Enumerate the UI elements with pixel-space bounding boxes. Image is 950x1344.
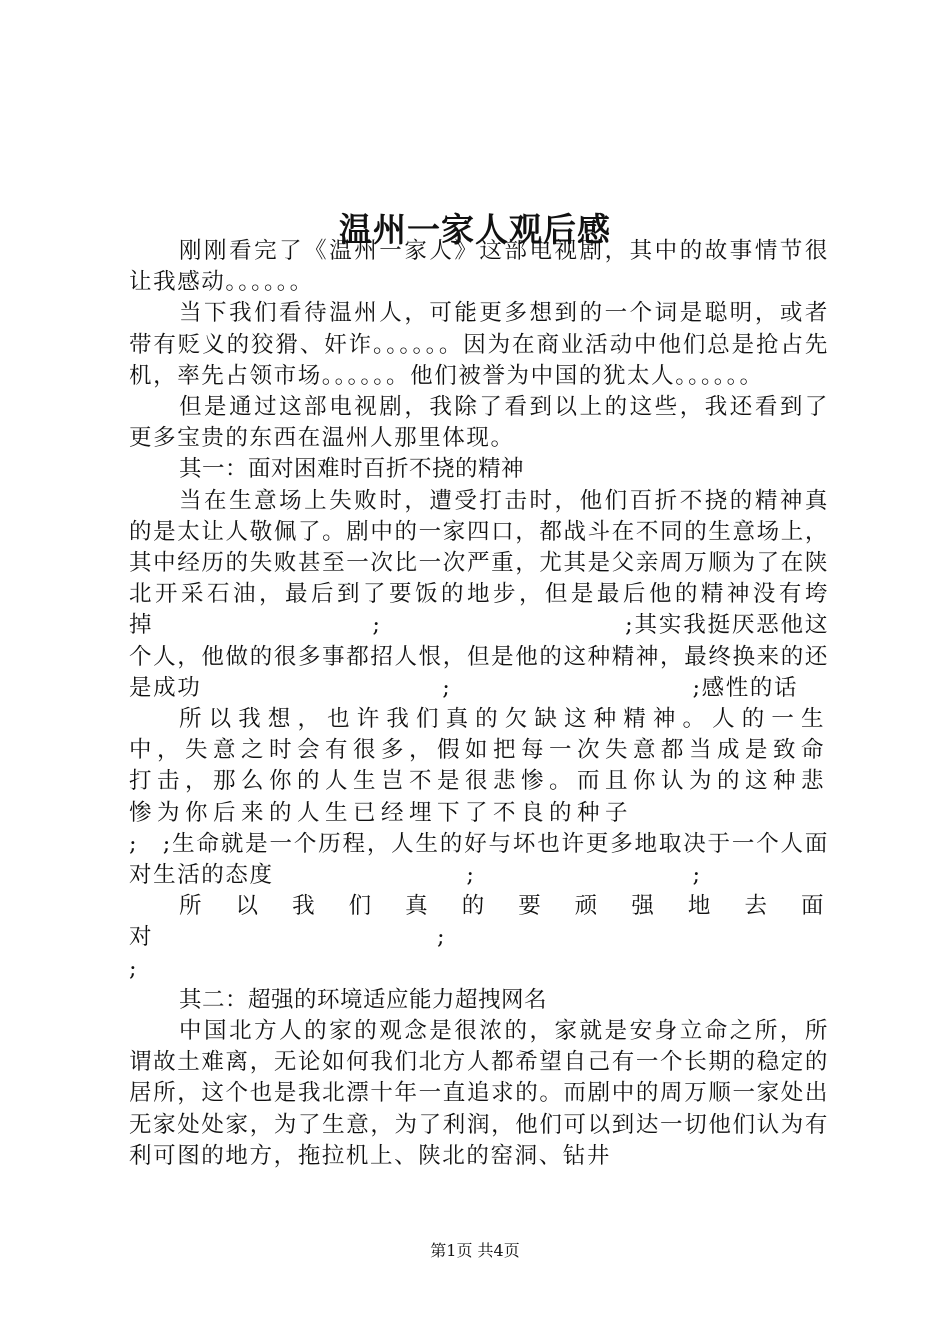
- paragraph-perseverance: 当在生意场上失败时，遭受打击时，他们百折不挠的精神真的是太让人敬佩了。剧中的一家四口，都战斗在不同的生意场上，其中经历的失败甚至一次比一次严重，尤其是父亲周万顺为了在陕北开采石油，最后到了要饭的地步，但是最后他的精神没有垮掉 ; ;其实我挺厌恶他这个人，他做的很多事都招人恨，但是他的这种精神，最终换来的还是成功 ; ;感性的话: [129, 487, 829, 701]
- document-body: [129, 236, 829, 1172]
- paragraph-adaptability: 中国北方人的家的观念是很浓的，家就是安身立命之所，所谓故土难离，无论如何我们北方人都希望自己有一个长期的稳定的居所，这个也是我北漂十年一直追求的。而剧中的周万顺一家处出无家处处家，为了生意，为了利润，他们可以到达一切他们认为有利可图的地方，拖拉机上、陕北的窑洞、钻井: [129, 1018, 829, 1169]
- document-title: 温州一家人观后感: [339, 210, 611, 250]
- section-heading-one: 其一：面对困难时百折不挠的精神: [179, 456, 525, 483]
- paragraph-life-journey: ; ;生命就是一个历程，人生的好与坏也许更多地取决于一个人面对生活的态度 ; ;: [129, 830, 829, 889]
- section-heading-two: 其二：超强的环境适应能力超拽网名: [179, 986, 548, 1013]
- paragraph-intro: 刚刚看完了《温州一家人》这部电视剧，其中的故事情节很让我感动。。。。。。: [129, 238, 829, 296]
- paragraph-semicolon: ;: [129, 955, 139, 982]
- paragraph-wenzhou-people: 当下我们看待温州人，可能更多想到的一个词是聪明，或者带有贬义的狡猾、奸诈。。。。。。因为在商业活动中他们总是抢占先机，率先占领市场。。。。。。他们被誉为中国的犹太人。。。。。。: [129, 300, 829, 389]
- paragraph-reflection: 所以我想，也许我们真的欠缺这种精神。人的一生中，失意之时会有很多，假如把每一次失意都当成是致命打击，那么你的人生岂不是很悲惨。而且你认为的这种悲惨为你后来的人生已经埋下了不良的种子: [129, 706, 830, 826]
- paragraph-more-values: 但是通过这部电视剧，我除了看到以上的这些，我还看到了更多宝贵的东西在温州人那里体现。: [129, 394, 829, 452]
- paragraph-face-it: 所以我们真的要顽强地去面对 ;: [129, 893, 829, 951]
- page-footer: 第1页 共4页: [430, 1241, 520, 1260]
